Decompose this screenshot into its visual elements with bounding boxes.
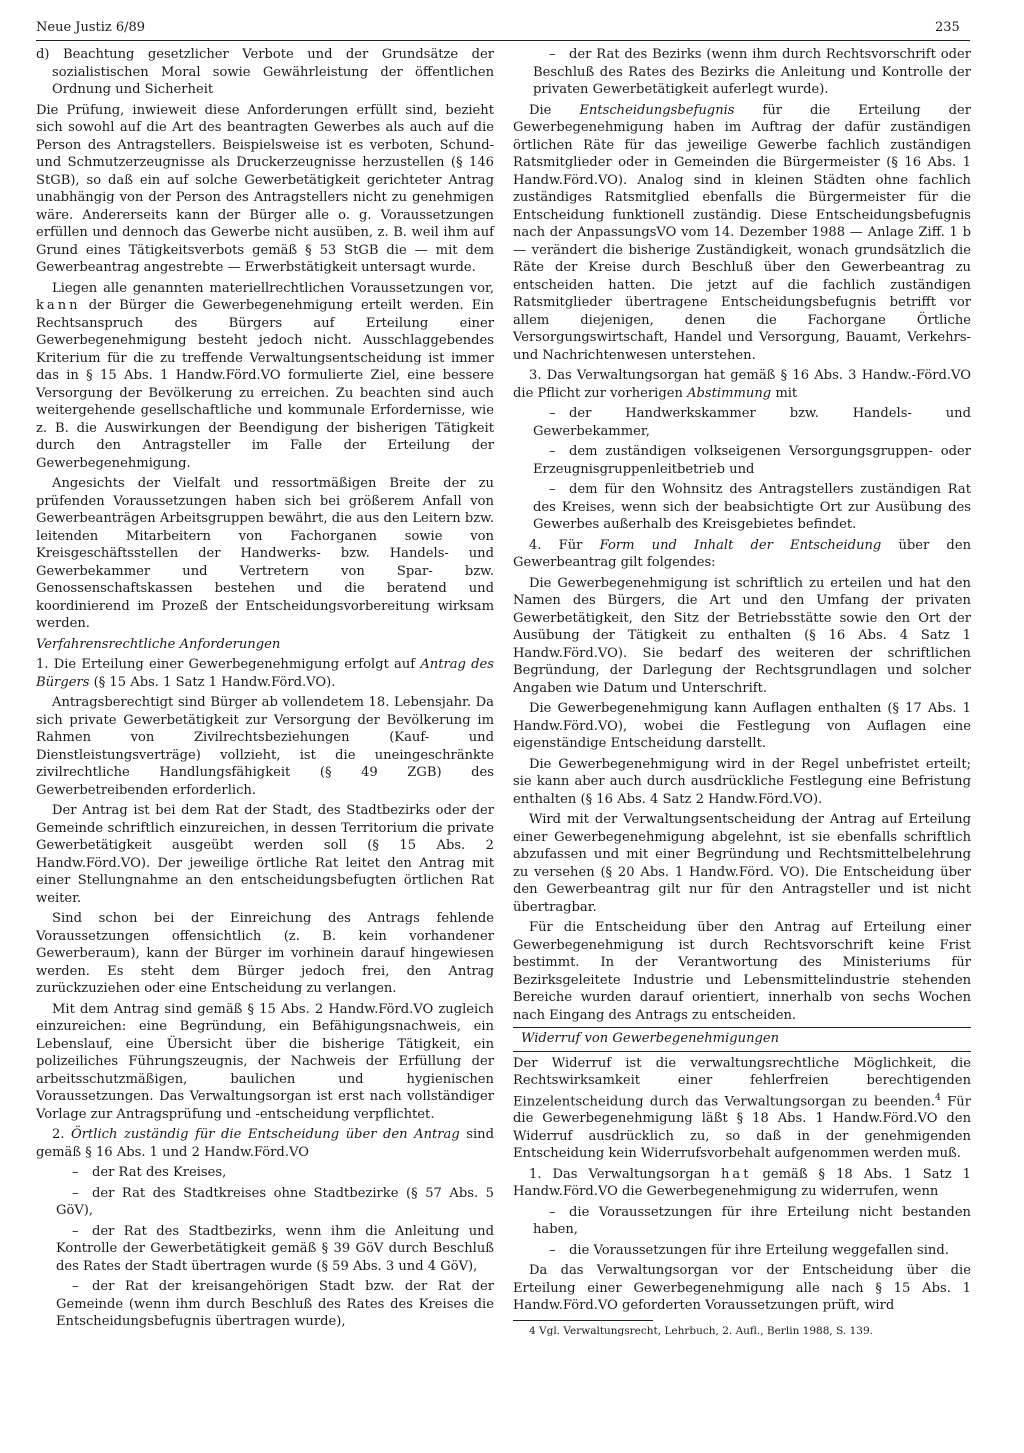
dash-item: – der Rat des Kreises, (36, 1164, 494, 1182)
paragraph: Sind schon bei der Einreichung des Antrags fehlende Voraussetzungen offensichtlich (z. B. kein vorhandener Gewerberaum), kann der Bürger im vorhinein darauf hingewiesen werden. Es steht dem Bürger jedoch frei, den Antrag zurückzuziehen oder eine Entscheidung zu verlangen. (36, 911, 494, 996)
dash-item: – der Rat des Stadtbezirks, wenn ihm die Anleitung und Kontrolle der Gewerbetätigkeit gemäß § 39 GöV durch Beschluß des Rates der Stadt übertragen wurde (§ 59 Abs. 3 und 4 GöV), (36, 1223, 494, 1276)
paragraph: Liegen alle genannten materiellrechtlichen Voraussetzungen vor, kann der Bürger die Gewerbegenehmigung erteilt werden. Ein Rechtsanspruch des Bürgers auf Erteilung einer Gewerbegenehmigung besteht jedoch nicht. Ausschlaggebendes Kriterium für die zu treffende Verwaltungsentscheidung ist immer das in § 15 Abs. 1 Handw.Förd.VO formulierte Ziel, eine bessere Versorgung der Bevölkerung zu erreichen. Zu beachten sind auch weitergehende gesellschaftliche und kommunale Erfordernisse, wie z. B. die Auswirkungen der Beendigung der bisherigen Tätigkeit durch den Antragsteller im Falle der Erteilung der Gewerbegenehmigung. (36, 280, 494, 471)
paragraph: 2. Örtlich zuständig für die Entscheidung über den Antrag sind gemäß § 16 Abs. 1 und 2 Handw.Förd.VO (36, 1127, 494, 1160)
paragraph: Mit dem Antrag sind gemäß § 15 Abs. 2 Handw.Förd.VO zugleich einzureichen: eine Begründung, ein Befähigungsnachweis, ein Lebenslauf, eine Übersicht über die bisherige Tätigkeit, ein polizeiliches Führungszeugnis, der Nachweis der Erfüllung der arbeitsschutzmäßigen, baulichen und hygienischen Voraussetzungen. Das Verwaltungsorgan ist erst nach vollständiger Vorlage zur Antragsprüfung und -entscheidung verpflichtet. (36, 1001, 494, 1122)
paragraph: Da das Verwaltungsorgan vor der Entscheidung über die Erteilung einer Gewerbegenehmigung alle nach § 15 Abs. 1 Handw.Förd.VO geforderten Voraussetzungen prüft, wird (513, 1263, 971, 1314)
paragraph: Wird mit der Verwaltungsentscheidung der Antrag auf Erteilung einer Gewerbegenehmigung abgelehnt, ist sie ebenfalls schriftlich abzufassen und mit einer Begründung und Rechtsmittelbelehrung zu versehen (§ 20 Abs. 1 Handw.Förd. VO). Die Entscheidung über den Gewerbeantrag gilt nur für den Antragsteller und ist nicht übertragbar. (513, 812, 971, 915)
footnote: 4 Vgl. Verwaltungsrecht, Lehrbuch, 2. Aufl., Berlin 1988, S. 139. (529, 1324, 873, 1337)
dash-item: – der Rat der kreisangehörigen Stadt bzw. der Rat der Gemeinde (wenn ihm durch Beschluß des Rates des Kreises die Entscheidungsbefugnis übertragen wurde), (36, 1278, 494, 1331)
dash-item: – die Voraussetzungen für ihre Erteilung nicht bestanden haben, (513, 1204, 971, 1239)
paragraph: Antragsberechtigt sind Bürger ab vollendetem 18. Lebensjahr. Da sich private Gewerbetätigkeit zur Versorgung der Bevölkerung im Rahmen von Zivilrechtsbeziehungen (Kauf- und Dienstleistungsverträge) vollzieht, ist die uneingeschränkte zivilrechtliche Handlungsfähigkeit (§ 49 ZGB) des Gewerbetreibenden erforderlich. (36, 695, 494, 798)
running-header-journal: Neue Justiz 6/89 (36, 20, 146, 35)
paragraph: Angesichts der Vielfalt und ressortmäßigen Breite der zu prüfenden Voraussetzungen haben sich bei größerem Anfall von Gewerbeanträgen Arbeitsgruppen bewährt, die aus den Leitern bzw. leitenden Mitarbeitern von Fachorganen sowie von Kreisgeschäftsstellen der Handwerks- bzw. Handels- und Gewerbekammer und Vertretern von Spar- bzw. Genossenschaftskassen bestehen und die beratend und koordinierend im Prozeß der Entscheidungsvorbereitung wirksam werden. (36, 476, 494, 631)
paragraph: Die Gewerbegenehmigung ist schriftlich zu erteilen und hat den Namen des Bürgers, die Art und den Umfang der privaten Gewerbetätigkeit, den Sitz der Betriebsstätte sowie den Ort der Ausübung der Tätigkeit zu enthalten (§ 16 Abs. 4 Satz 1 Handw.Förd.VO). Sie bedarf des weiteren der schriftlichen Begründung, der Darlegung der Rechtsgrundlagen und solcher Angaben wie Datum und Unterschrift. (513, 575, 971, 696)
dash-item: – die Voraussetzungen für ihre Erteilung weggefallen sind. (513, 1242, 971, 1260)
paragraph: Die Gewerbegenehmigung wird in der Regel unbefristet erteilt; sie kann aber auch durch ausdrückliche Festlegung eine Befristung enthalten (§ 16 Abs. 4 Satz 2 Handw.Förd.VO). (513, 756, 971, 807)
paragraph: 3. Das Verwaltungsorgan hat gemäß § 16 Abs. 3 Handw.-Förd.VO die Pflicht zur vorherigen Abstimmung mit (513, 368, 971, 401)
footnote-marker: 4 (935, 1092, 941, 1103)
paragraph: 4. Für Form und Inhalt der Entscheidung über den Gewerbeantrag gilt folgendes: (513, 537, 971, 570)
list-item-d: d) Beachtung gesetzlicher Verbote und der Grundsätze der sozialistischen Moral sowie Gewährleistung der öffentlichen Ordnung und Sicherheit (36, 47, 494, 97)
dash-item: – dem für den Wohnsitz des Antragstellers zuständigen Rat des Kreises, wenn sich der beabsichtigte Ort zur Ausübung des Gewerbes außerhalb des Kreisgebietes befindet. (513, 481, 971, 534)
page-number: 235 (935, 20, 960, 35)
paragraph: Der Antrag ist bei dem Rat der Stadt, des Stadtbezirks oder der Gemeinde schriftlich einzureichen, in dessen Territorium die private Gewerbetätigkeit ausgeübt werden soll (§ 15 Abs. 2 Handw.Förd.VO). Der jeweilige örtliche Rat leitet den Antrag mit einer Stellungnahme an den entscheidungsbefugten örtlichen Rat weiter. (36, 803, 494, 906)
paragraph: Die Prüfung, inwieweit diese Anforderungen erfüllt sind, bezieht sich sowohl auf die Art des beantragten Gewerbes als auch auf die Person des Antragstellers. Beispielsweise ist es verboten, Schund- und Schmutzerzeugnisse als Druckerzeugnisse herzustellen (§ 146 StGB), so daß ein auf solche Gewerbetätigkeit gerichteter Antrag unabhängig von der Person des Antragstellers nicht zu genehmigen wäre. Andererseits kann der Bürger alle o. g. Voraussetzungen erfüllen und dennoch das Gewerbe nicht ausüben, z. B. weil ihm auf Grund eines Tätigkeitsverbots gemäß § 53 StGB die — mit dem Gewerbeantrag angestrebte — Erwerbstätigkeit untersagt wurde. (36, 102, 494, 275)
paragraph: Der Widerruf ist die verwaltungsrechtliche Möglichkeit, die Rechtswirksamkeit einer fehlerfreien berechtigenden Einzelentscheidung durch das Verwaltungsorgan zu beenden.$^4$ Für die Gewerbegenehmigung läßt § 18 Abs. 1 Handw.Förd.VO den Widerruf ausdrücklich zu, so daß in der genehmigenden Entscheidung kein Widerrufsvorbehalt aufgenommen werden muß. (513, 1055, 971, 1162)
paragraph: Die Gewerbegenehmigung kann Auflagen enthalten (§ 17 Abs. 1 Handw.Förd.VO), wobei die Festlegung von Auflagen eine eigenständige Entscheidung darstellt. (513, 701, 971, 751)
dash-item: – dem zuständigen volkseigenen Versorgungsgruppen- oder Erzeugnisgruppenleitbetrieb und (513, 443, 971, 478)
footnote-rule (513, 1320, 653, 1321)
paragraph: 1. Die Erteilung einer Gewerbegenehmigung erfolgt auf Antrag des Bürgers (§ 15 Abs. 1 Satz 1 Handw.Förd.VO). (36, 657, 494, 690)
right-column (513, 46, 971, 1341)
section-heading: Verfahrensrechtliche Anforderungen (36, 636, 281, 652)
section-heading: Widerruf von Gewerbegenehmigungen (513, 1027, 971, 1052)
dash-item: – der Rat des Stadtkreises ohne Stadtbezirke (§ 57 Abs. 5 GöV), (36, 1185, 494, 1220)
left-column (36, 46, 494, 1334)
dash-item: – der Rat des Bezirks (wenn ihm durch Rechtsvorschrift oder Beschluß des Rates des Bezirks die Anleitung und Kontrolle der privaten Gewerbetätigkeit auferlegt wurde). (513, 46, 971, 99)
paragraph: Die Entscheidungsbefugnis für die Erteilung der Gewerbegenehmigung haben im Auftrag der dafür zuständigen örtlichen Räte für das jeweilige Gewerbe fachlich zuständigen Ratsmitglieder oder in Gemeinden die Bürgermeister (§ 16 Abs. 1 Handw.Förd.VO). Analog sind in kleinen Städten ohne fachlich zuständiges Ratsmitglied ebenfalls die Bürgermeister für die Entscheidung funktionell zuständig. Diese Entscheidungsbefugnis nach der AnpassungsVO vom 14. Dezember 1988 — Anlage Ziff. 1 b — verändert die bisherige Zuständigkeit, wonach grundsätzlich die Räte der Kreise durch Beschluß über den Gewerbeantrag zu entscheiden hatten. Die jetzt auf die fachlich zuständigen Ratsmitglieder übertragene Entscheidungsbefugnis betrifft vor allem diejenigen, denen die Fachorgane Örtliche Versorgungswirtschaft, Handel und Versorgung, Bauamt, Verkehrs- und Nachrichtenwesen unterstehen. (513, 102, 971, 363)
paragraph: Für die Entscheidung über den Antrag auf Erteilung einer Gewerbegenehmigung ist durch Rechtsvorschrift keine Frist bestimmt. In der Verantwortung des Ministeriums für Bezirksgeleitete Industrie und Lebensmittelindustrie stehenden Bereiche wurden darauf orientiert, innerhalb von sechs Wochen nach Eingang des Antrags zu entscheiden. (513, 920, 971, 1023)
dash-item: – der Handwerkskammer bzw. Handels- und Gewerbekammer, (513, 405, 971, 440)
paragraph: 1. Das Verwaltungsorgan hat gemäß § 18 Abs. 1 Satz 1 Handw.Förd.VO die Gewerbegenehmigung zu widerrufen, wenn (513, 1166, 972, 1200)
header-rule (36, 40, 970, 41)
